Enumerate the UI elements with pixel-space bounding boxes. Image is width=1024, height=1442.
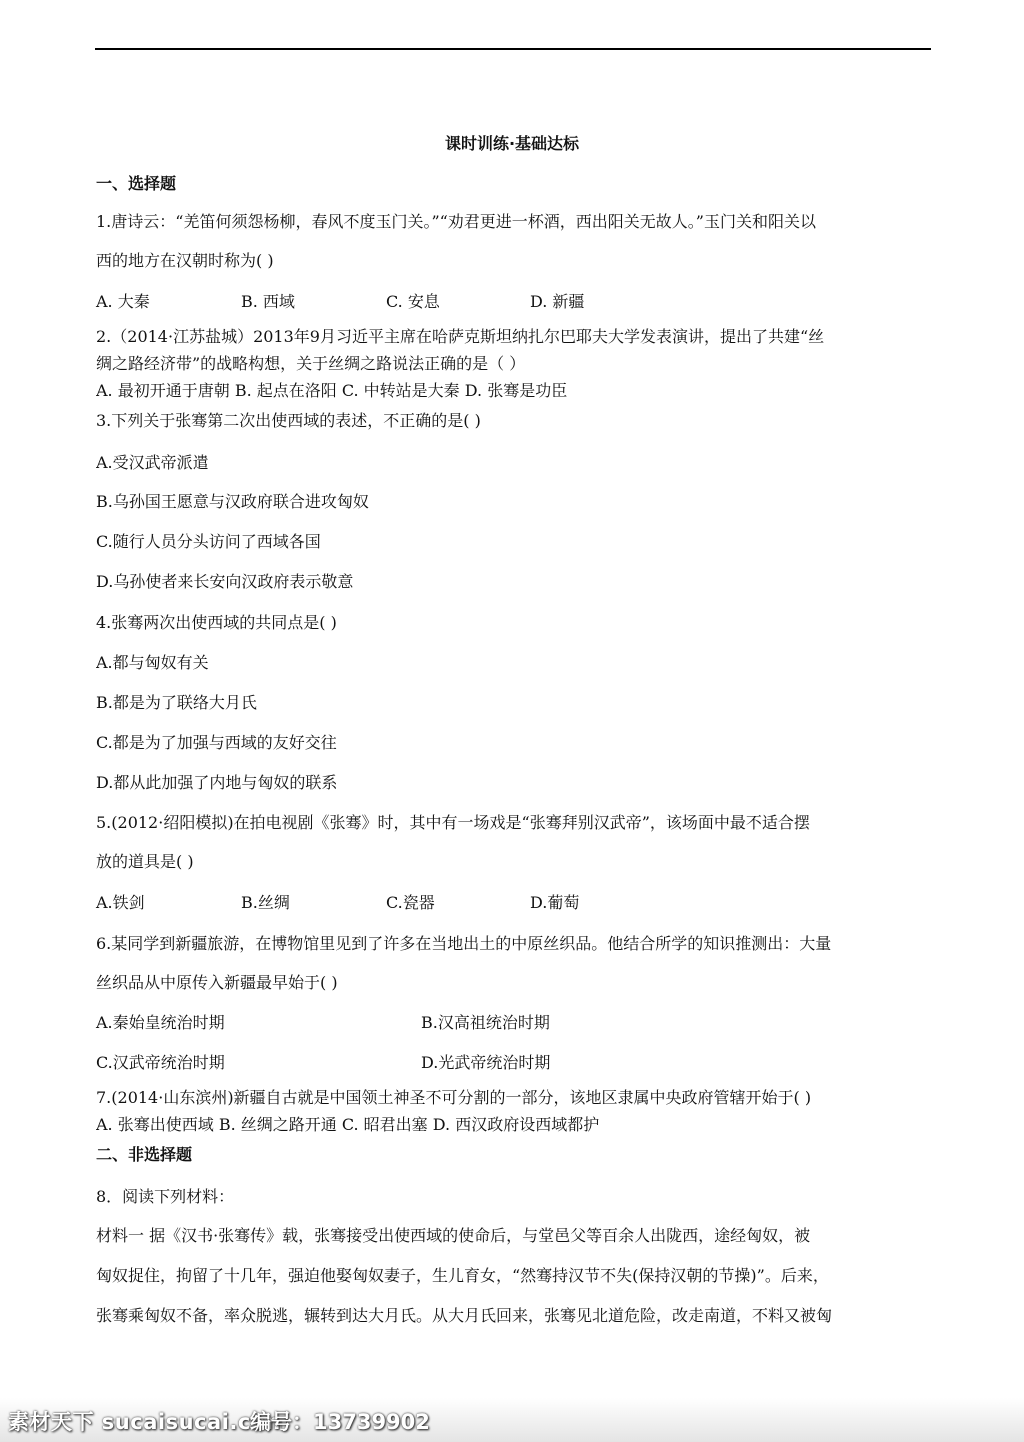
question-8-material-line-2: 匈奴捉住，拘留了十几年，强迫他娶匈奴妻子，生儿育女，“然骞持汉节不失(保持汉朝的节操)”。后来，	[96, 1266, 829, 1285]
question-6-options-row-2	[96, 1052, 932, 1074]
question-2-line-1: 2.（2014·江苏盐城）2013年9月习近平主席在哈萨克斯坦纳扎尔巴耶夫大学发表演讲，提出了共建“丝	[96, 327, 825, 346]
q5-option-b: B.丝绸	[241, 893, 290, 912]
q4-option-a: A.都与匈奴有关	[96, 653, 209, 672]
q1-option-d: D. 新疆	[530, 292, 585, 311]
q4-option-d: D.都从此加强了内地与匈奴的联系	[96, 773, 338, 792]
question-3-stem: 3.下列关于张骞第二次出使西域的表述，不正确的是( )	[96, 411, 481, 430]
q3-option-a: A.受汉武帝派遣	[96, 453, 209, 472]
q3-option-b: B.乌孙国王愿意与汉政府联合进攻匈奴	[96, 492, 369, 511]
question-8-stem: 8．阅读下列材料：	[96, 1187, 235, 1206]
q6-option-b: B.汉高祖统治时期	[421, 1013, 550, 1032]
question-6-options-row-1	[96, 1012, 932, 1034]
q5-option-a: A.铁剑	[96, 893, 145, 912]
question-4-stem: 4.张骞两次出使西域的共同点是( )	[96, 613, 337, 632]
question-7-line-1: 7.(2014·山东滨州)新疆自古就是中国领土神圣不可分割的一部分，该地区隶属中央政府管辖开始于( )	[96, 1088, 812, 1107]
watermark-site: 素材天下 sucaisucai.com	[8, 1410, 289, 1434]
question-2-line-2: 绸之路经济带”的战略构想，关于丝绸之路说法正确的是（ ）	[96, 354, 526, 373]
question-5-line-2: 放的道具是( )	[96, 852, 194, 871]
page-title: 课时训练·基础达标	[444, 134, 580, 153]
q6-option-a: A.秦始皇统治时期	[96, 1013, 225, 1032]
q6-option-d: D.光武帝统治时期	[421, 1053, 551, 1072]
q6-option-c: C.汉武帝统治时期	[96, 1053, 225, 1072]
question-1-line-1: 1.唐诗云：“羌笛何须怨杨柳，春风不度玉门关。”“劝君更进一杯酒，西出阳关无故人。”玉门关和阳关以	[96, 212, 816, 231]
question-5-line-1: 5.(2012·绍阳模拟)在拍电视剧《张骞》时，其中有一场戏是“张骞拜别汉武帝”，该场面中最不适合摆	[96, 813, 810, 832]
watermark-bar	[0, 1398, 1024, 1442]
header-rule	[95, 48, 931, 50]
q4-option-c: C.都是为了加强与西域的友好交往	[96, 733, 337, 752]
question-6-line-2: 丝织品从中原传入新疆最早始于( )	[96, 973, 338, 992]
q5-option-c: C.瓷器	[386, 893, 435, 912]
question-8-material-line-3: 张骞乘匈奴不备，率众脱逃，辗转到达大月氏。从大月氏回来，张骞见北道危险，改走南道，不料又被匈	[96, 1306, 833, 1325]
question-5-options	[96, 892, 932, 914]
question-8-material-line-1: 材料一 据《汉书·张骞传》载，张骞接受出使西域的使命后，与堂邑父等百余人出陇西，途经匈奴，被	[96, 1226, 811, 1245]
q3-option-c: C.随行人员分头访问了西域各国	[96, 532, 321, 551]
q1-option-b: B. 西域	[241, 292, 295, 311]
section-heading-nonchoice: 二、非选择题	[96, 1145, 193, 1164]
question-6-line-1: 6.某同学到新疆旅游，在博物馆里见到了许多在当地出土的中原丝织品。他结合所学的知识推测出：大量	[96, 934, 832, 953]
section-heading-choice: 一、选择题	[96, 174, 177, 193]
question-1-options	[96, 291, 932, 313]
q1-option-c: C. 安息	[386, 292, 440, 311]
q1-option-a: A. 大秦	[96, 292, 150, 311]
q5-option-d: D.葡萄	[530, 893, 580, 912]
question-7-options: A. 张骞出使西域 B. 丝绸之路开通 C. 昭君出塞 D. 西汉政府设西域都护	[96, 1115, 600, 1134]
question-2-options: A. 最初开通于唐朝 B. 起点在洛阳 C. 中转站是大秦 D. 张骞是功臣	[96, 381, 568, 400]
watermark-code: 编号：13739902	[250, 1410, 430, 1434]
q4-option-b: B.都是为了联络大月氏	[96, 693, 257, 712]
question-1-line-2: 西的地方在汉朝时称为( )	[96, 251, 274, 270]
q3-option-d: D.乌孙使者来长安向汉政府表示敬意	[96, 572, 354, 591]
